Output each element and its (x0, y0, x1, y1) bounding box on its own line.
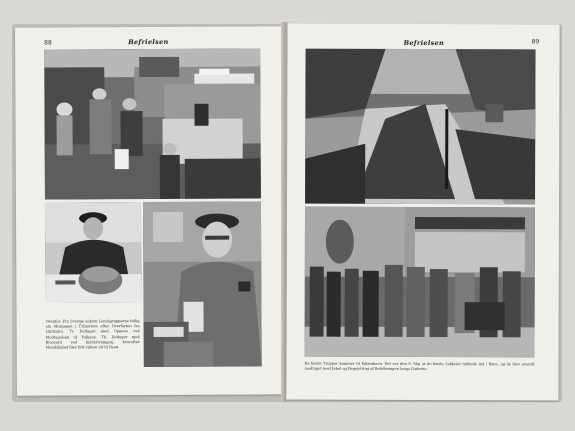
left-caption: Ovenfor: Fra Sverige ankom Landsgrupperne tidlig om Morgenen i Frihavnen efter Overfarten fra Limhamn. Tv. Deltager med Opgave ved Modtagelsen af Folkene. Th. Deltager med Brassard ved Indskrivningen, hvorefter Mandskabet blev ført videre ud til Byen. (45, 319, 140, 350)
writing-man-photo (45, 202, 142, 303)
soldier-image (143, 201, 262, 367)
soldier-photo (143, 201, 262, 367)
street-soldiers-image (304, 207, 535, 358)
left-page (15, 26, 284, 395)
street-soldiers-photo (304, 207, 535, 358)
right-running-head: Befrielsen (403, 38, 445, 48)
right-page (286, 24, 559, 401)
left-page-number: 88 (44, 39, 52, 47)
right-page-number: 89 (531, 38, 540, 46)
writing-man-image (45, 202, 142, 303)
harbor-photo-image (44, 48, 261, 199)
parade-avenue-photo (305, 49, 536, 205)
parade-avenue-image (305, 49, 536, 205)
right-caption: De første Tropper kommer til København. Det var den 9. Maj at de første Soldater rykkede ind i Byen, og de blev overalt modtaget med Jubel og Begejstring af Befolkningen langs Gaderne. (304, 361, 535, 372)
harbor-photo (44, 48, 261, 199)
left-running-head: Befrielsen (128, 37, 169, 47)
